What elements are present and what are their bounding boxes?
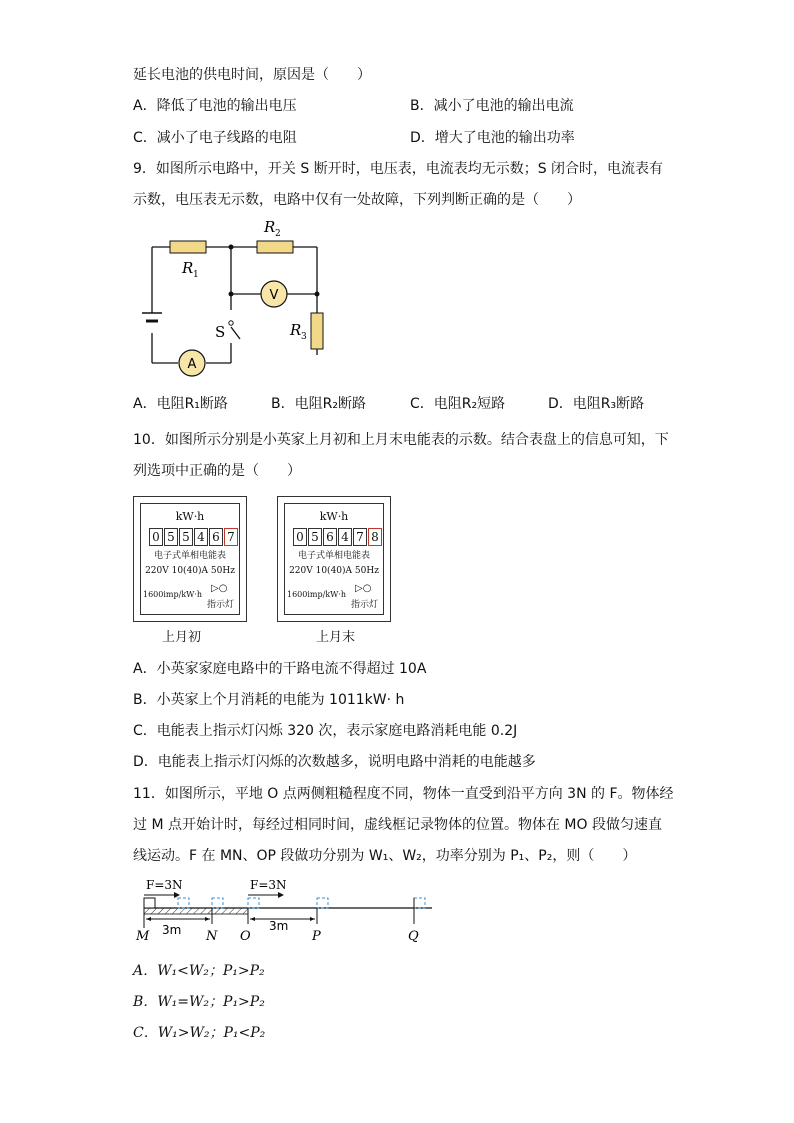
svg-text:F=3N: F=3N	[250, 878, 287, 892]
svg-text:3m: 3m	[162, 923, 182, 937]
q9-stem-line1: 9．如图所示电路中，开关 S 断开时，电压表，电流表均无示数；S 闭合时，电流表有	[133, 161, 664, 177]
indicator-lamp-icon: ▷○	[355, 583, 372, 594]
q11-stem-line2: 过 M 点开始计时，每经过相同时间，虚线框记录物体的位置。物体在 MO 段做匀速直	[133, 817, 662, 833]
meter1-caption: 上月初	[162, 630, 202, 645]
q8-option-d: D．增大了电池的输出功率	[410, 130, 575, 146]
q10-option-c: C．电能表上指示灯闪烁 320 次，表示家庭电路消耗电能 0.2J	[133, 723, 518, 739]
svg-text:1: 1	[193, 270, 199, 280]
meter-type: 电子式单相电能表	[297, 551, 370, 561]
svg-text:O: O	[240, 929, 251, 944]
q10-stem-line1: 10．如图所示分别是小英家上月初和上月末电能表的示数。结合表盘上的信息可知，下	[133, 432, 669, 448]
q9-option-a: A．电阻R₁断路	[133, 396, 228, 412]
q11-motion-diagram	[132, 876, 442, 946]
svg-text:N: N	[206, 929, 218, 944]
meter-lamp-label: 指示灯	[351, 600, 379, 610]
q10-option-d: D．电能表上指示灯闪烁的次数越多，说明电路中消耗的电能越多	[133, 754, 536, 770]
q9-option-c: C．电阻R₂短路	[410, 396, 506, 412]
meter-unit: kW·h	[319, 510, 349, 523]
meter-unit: kW·h	[175, 510, 205, 523]
meter-imp: 1600imp/kW·h	[143, 590, 203, 599]
meter2-caption: 上月末	[316, 630, 356, 645]
meter-type: 电子式单相电能表	[153, 551, 226, 561]
svg-text:F=3N: F=3N	[146, 878, 183, 892]
q8-option-b: B．减小了电池的输出电流	[410, 98, 574, 114]
q10-option-b: B．小英家上个月消耗的电能为 1011kW· h	[133, 692, 405, 708]
q11-stem-line1: 11．如图所示，平地 O 点两侧粗糙程度不同，物体一直受到沿平方向 3N 的 F。物体经	[133, 786, 674, 802]
q11-option-c: C．W₁>W₂；P₁<P₂	[133, 1025, 266, 1041]
meter-digits: 0 5 5 4 6 7	[149, 528, 239, 546]
resistor-r3	[311, 313, 323, 349]
svg-text:3: 3	[301, 332, 307, 342]
indicator-lamp-icon: ▷○	[211, 583, 228, 594]
q8-stem: 延长电池的供电时间，原因是（ ）	[133, 67, 371, 83]
meter-rating: 220V 10(40)A 50Hz	[289, 566, 379, 576]
q9-stem-line2: 示数，电压表无示数，电路中仅有一处故障，下列判断正确的是（ ）	[133, 192, 581, 208]
svg-text:Q: Q	[408, 929, 419, 944]
svg-text:A: A	[187, 357, 197, 372]
q9-circuit-diagram	[130, 215, 340, 385]
svg-text:P: P	[312, 929, 321, 944]
q9-option-d: D．电阻R₃断路	[548, 396, 645, 412]
meter-lamp-label: 指示灯	[207, 600, 235, 610]
svg-text:M: M	[136, 929, 150, 944]
q11-option-a: A．W₁<W₂；P₁>P₂	[133, 963, 265, 979]
q10-option-a: A．小英家家庭电路中的干路电流不得超过 10A	[133, 661, 427, 677]
q11-stem-line3: 线运动。F 在 MN、OP 段做功分别为 W₁、W₂，功率分别为 P₁、P₂，则（ ）	[133, 848, 637, 864]
meter-imp: 1600imp/kW·h	[287, 590, 347, 599]
svg-text:3m: 3m	[269, 919, 289, 933]
q11-option-b: B．W₁=W₂；P₁>P₂	[133, 994, 265, 1010]
q9-option-b: B．电阻R₂断路	[271, 396, 366, 412]
svg-text:2: 2	[275, 229, 281, 239]
resistor-r1	[170, 241, 206, 253]
meter-rating: 220V 10(40)A 50Hz	[145, 566, 235, 576]
meter-digits: 0 5 6 4 7 8	[293, 528, 383, 546]
meter-start-of-month	[133, 496, 247, 622]
object-block	[144, 898, 155, 908]
resistor-r2	[257, 241, 293, 253]
meter-end-of-month	[277, 496, 391, 622]
svg-text:S: S	[215, 323, 226, 341]
svg-text:V: V	[269, 288, 279, 303]
q8-option-c: C．减小了电子线路的电阻	[133, 130, 297, 146]
svg-text:R: R	[264, 218, 276, 236]
svg-text:R: R	[182, 259, 194, 277]
q10-stem-line2: 列选项中正确的是（ ）	[133, 463, 301, 479]
q8-option-a: A．降低了电池的输出电压	[133, 98, 297, 114]
svg-text:R: R	[290, 321, 302, 339]
